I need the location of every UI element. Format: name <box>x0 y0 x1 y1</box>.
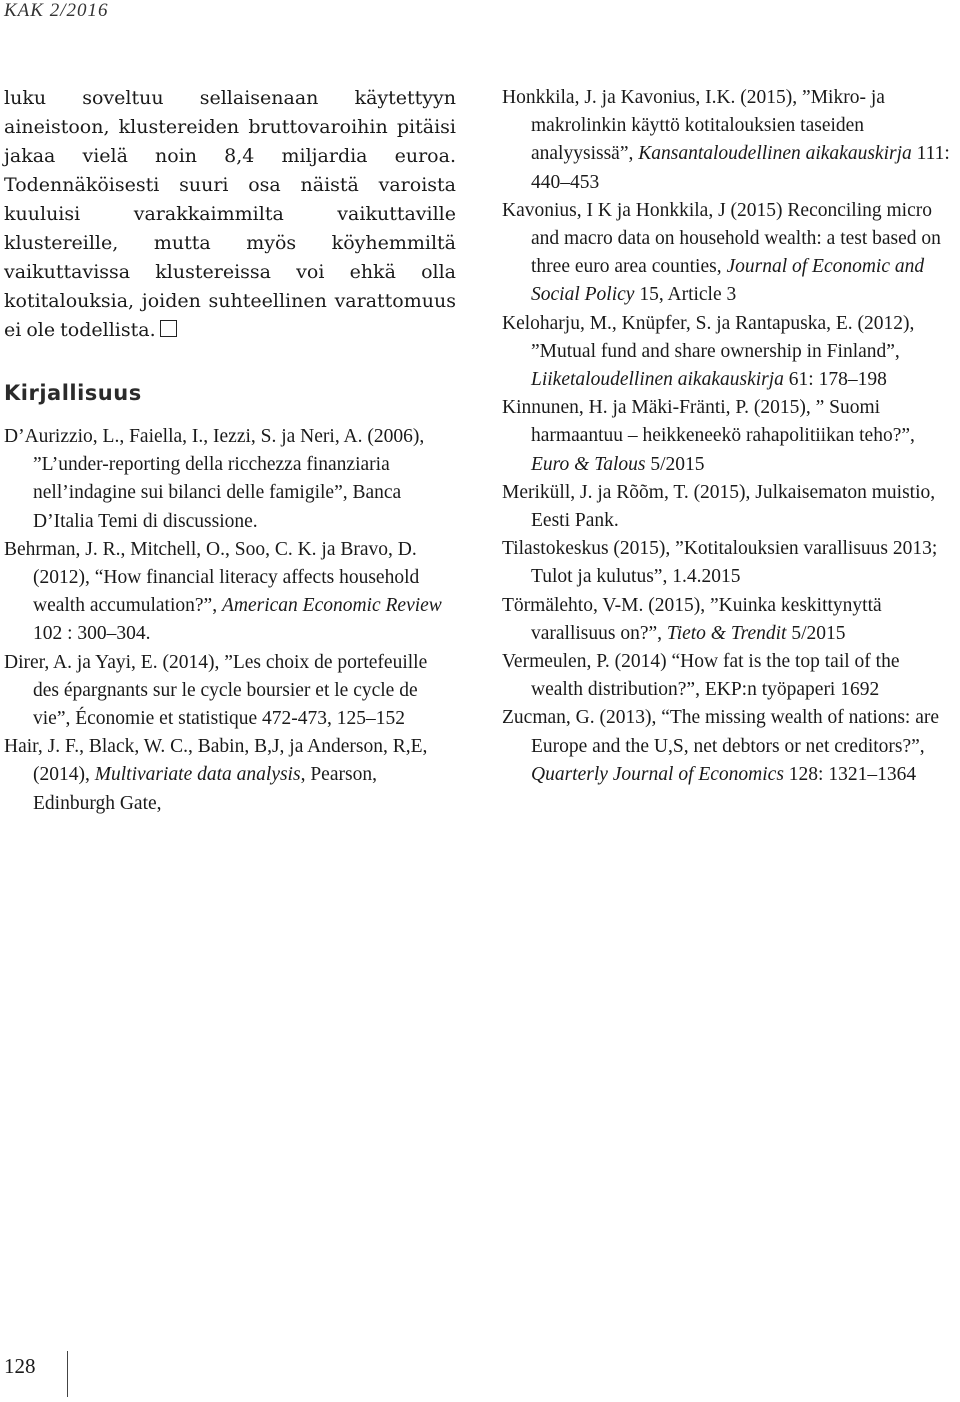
reference-tail: 5/2015 <box>645 453 705 475</box>
reference-item <box>502 479 956 535</box>
reference-tail: 128: 1321–1364 <box>783 763 917 785</box>
end-of-article-mark <box>160 320 177 337</box>
reference-source: Kansantaloudellinen aikakauskirja <box>638 143 912 165</box>
reference-text: D’Aurizzio, L., Faiella, I., Iezzi, S. ja Neri, A. (2006), ”L’under-reporting della ricchezza finanziaria nell’indagine sui bilanci delle famigile”, Banca D’Italia Temi di discussione. <box>4 426 425 532</box>
reference-text: Vermeulen, P. (2014) “How fat is the top tail of the wealth distribution?”, EKP:n työpaperi 1692 <box>502 651 900 701</box>
page-number-divider <box>67 1351 68 1397</box>
reference-item <box>4 649 456 734</box>
left-column <box>4 84 456 818</box>
reference-text: Kavonius, I K ja Honkkila, J (2015) Reconciling micro and macro data on household wealth: a test based on three euro area counties, <box>502 199 941 278</box>
reference-text: Keloharju, M., Knüpfer, S. ja Rantapuska, E. (2012), ”Mutual fund and share ownership in Finland”, <box>502 312 915 362</box>
reference-item <box>502 84 956 197</box>
body-text: luku soveltuu sellaisenaan käytettyyn aineistoon, klustereiden bruttovaroihin pitäisi jakaa vielä noin 8,4 miljardia euroa. Todennäköisesti suuri osa näistä varoista kuuluisi varakkaimmilta vaikuttaville klustereille, mutta myös köyhemmiltä vaikuttavissa klustereissa voi ehkä olla kotitalouksia, joiden suhteellinen varattomuus ei ole todellista. <box>4 87 456 341</box>
reference-item <box>502 310 956 395</box>
reference-source: American Economic Review <box>221 595 442 617</box>
reference-item <box>4 536 456 649</box>
reference-text: Zucman, G. (2013), “The missing wealth of nations: are Europe and the U,S, net debtors or net creditors?”, <box>502 707 940 757</box>
reference-tail: 61: 178–198 <box>783 369 887 391</box>
reference-tail: 111: 440–453 <box>531 143 950 193</box>
reference-item <box>4 423 456 536</box>
reference-item <box>502 197 956 310</box>
reference-source: Liiketaloudellinen aikakauskirja <box>531 369 784 391</box>
page-number: 128 <box>4 1354 36 1378</box>
reference-text: Behrman, J. R., Mitchell, O., Soo, C. K. ja Bravo, D. (2012), “How financial literacy affects household wealth accumulation?”, <box>4 538 420 617</box>
reference-text: Meriküll, J. ja Rõõm, T. (2015), Julkaisematon muistio, Eesti Pank. <box>502 481 936 532</box>
reference-text: Törmälehto, V-M. (2015), ”Kuinka keskittynyttä varallisuus on?”, <box>502 594 882 644</box>
reference-text: Direr, A. ja Yayi, E. (2014), ”Les choix de portefeuille des épargnants sur le cycle boursier et le cycle de vie”, Économie et statistique 472-473, 125–152 <box>4 651 428 730</box>
reference-item <box>4 733 456 818</box>
reference-list-left <box>4 423 456 818</box>
reference-text: Honkkila, J. ja Kavonius, I.K. (2015), ”Mikro- ja makrolinkin käyttö kotitalouksien taseiden analyysissä”, <box>502 87 885 165</box>
reference-item <box>502 394 956 479</box>
reference-item <box>502 648 956 704</box>
body-paragraph <box>4 84 456 345</box>
reference-source: Euro & Talous <box>531 453 646 475</box>
reference-source: Tieto & Trendit <box>666 622 787 644</box>
section-heading: Kirjallisuus <box>4 381 142 405</box>
reference-item <box>502 592 956 648</box>
reference-tail: , Pearson, Edinburgh Gate, <box>33 764 377 814</box>
reference-source: Quarterly Journal of Economics <box>531 763 784 785</box>
running-head: KAK 2/2016 <box>4 0 109 21</box>
reference-text: Tilastokeskus (2015), ”Kotitalouksien varallisuus 2013; Tulot ja kulutus”, 1.4.2015 <box>502 538 938 588</box>
reference-text: Kinnunen, H. ja Mäki-Fränti, P. (2015), ” Suomi harmaantuu – heikkeneekö rahapolitiikan teho?”, <box>502 397 915 447</box>
reference-tail: 102 : 300–304. <box>33 623 151 645</box>
reference-item <box>502 535 956 591</box>
reference-text: Hair, J. F., Black, W. C., Babin, B,J, ja Anderson, R,E, (2014), <box>4 736 428 786</box>
reference-item <box>502 704 956 789</box>
right-column <box>502 84 956 789</box>
reference-source: Multivariate data analysis <box>94 764 301 786</box>
reference-tail: 15, Article 3 <box>634 284 737 306</box>
reference-list-right <box>502 84 956 789</box>
reference-tail: 5/2015 <box>786 622 846 644</box>
reference-source: Journal of Economic and Social Policy <box>531 256 925 306</box>
